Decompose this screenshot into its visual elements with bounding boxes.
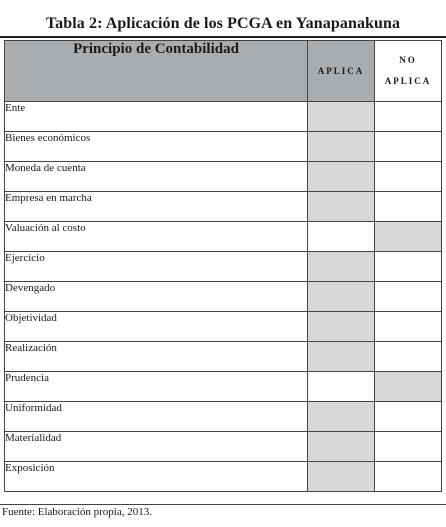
- principle-label: Empresa en marcha: [5, 192, 308, 222]
- source-note: Fuente: Elaboración propia, 2013.: [2, 506, 152, 518]
- principle-label: Materialidad: [5, 432, 308, 462]
- principle-label: Valuación al costo: [5, 222, 308, 252]
- table-row: [5, 462, 442, 492]
- table-header-row: [5, 41, 442, 102]
- header-no-aplica-line1: NO: [399, 55, 417, 65]
- table-row: [5, 282, 442, 312]
- principle-label: Uniformidad: [5, 402, 308, 432]
- table-row: [5, 432, 442, 462]
- principle-label: Ejercicio: [5, 252, 308, 282]
- principle-label: Bienes económicos: [5, 132, 308, 162]
- aplica-cell: [308, 462, 375, 492]
- aplica-cell: [308, 432, 375, 462]
- no-aplica-cell: [375, 372, 442, 402]
- no-aplica-cell: [375, 252, 442, 282]
- aplica-cell: [308, 162, 375, 192]
- no-aplica-cell: [375, 312, 442, 342]
- table-row: [5, 402, 442, 432]
- no-aplica-cell: [375, 192, 442, 222]
- no-aplica-cell: [375, 462, 442, 492]
- no-aplica-cell: [375, 222, 442, 252]
- table-row: [5, 222, 442, 252]
- principle-label: Ente: [5, 102, 308, 132]
- principle-label: Realización: [5, 342, 308, 372]
- aplica-cell: [308, 282, 375, 312]
- bottom-rule: [0, 504, 446, 505]
- table-row: [5, 162, 442, 192]
- aplica-cell: [308, 372, 375, 402]
- principle-label: Prudencia: [5, 372, 308, 402]
- header-principle: Principio de Contabilidad: [5, 41, 308, 102]
- aplica-cell: [308, 222, 375, 252]
- no-aplica-cell: [375, 432, 442, 462]
- aplica-cell: [308, 342, 375, 372]
- header-no-aplica: [375, 41, 442, 102]
- principle-label: Devengado: [5, 282, 308, 312]
- no-aplica-cell: [375, 102, 442, 132]
- top-rule: [0, 36, 446, 38]
- aplica-cell: [308, 402, 375, 432]
- table-row: [5, 252, 442, 282]
- aplica-cell: [308, 252, 375, 282]
- table-title: Tabla 2: Aplicación de los PCGA en Yanapanakuna: [45, 15, 401, 32]
- header-no-aplica-line2: APLICA: [384, 76, 432, 86]
- aplica-cell: [308, 192, 375, 222]
- table-row: [5, 372, 442, 402]
- aplica-cell: [308, 132, 375, 162]
- table-row: [5, 312, 442, 342]
- principle-label: Exposición: [5, 462, 308, 492]
- no-aplica-cell: [375, 342, 442, 372]
- principle-label: Objetividad: [5, 312, 308, 342]
- aplica-cell: [308, 102, 375, 132]
- table-row: [5, 132, 442, 162]
- table-row: [5, 192, 442, 222]
- no-aplica-cell: [375, 162, 442, 192]
- no-aplica-cell: [375, 282, 442, 312]
- table-row: [5, 102, 442, 132]
- header-aplica: APLICA: [308, 41, 375, 102]
- principle-label: Moneda de cuenta: [5, 162, 308, 192]
- table-row: [5, 342, 442, 372]
- no-aplica-cell: [375, 132, 442, 162]
- no-aplica-cell: [375, 402, 442, 432]
- pcga-table: [4, 40, 442, 492]
- aplica-cell: [308, 312, 375, 342]
